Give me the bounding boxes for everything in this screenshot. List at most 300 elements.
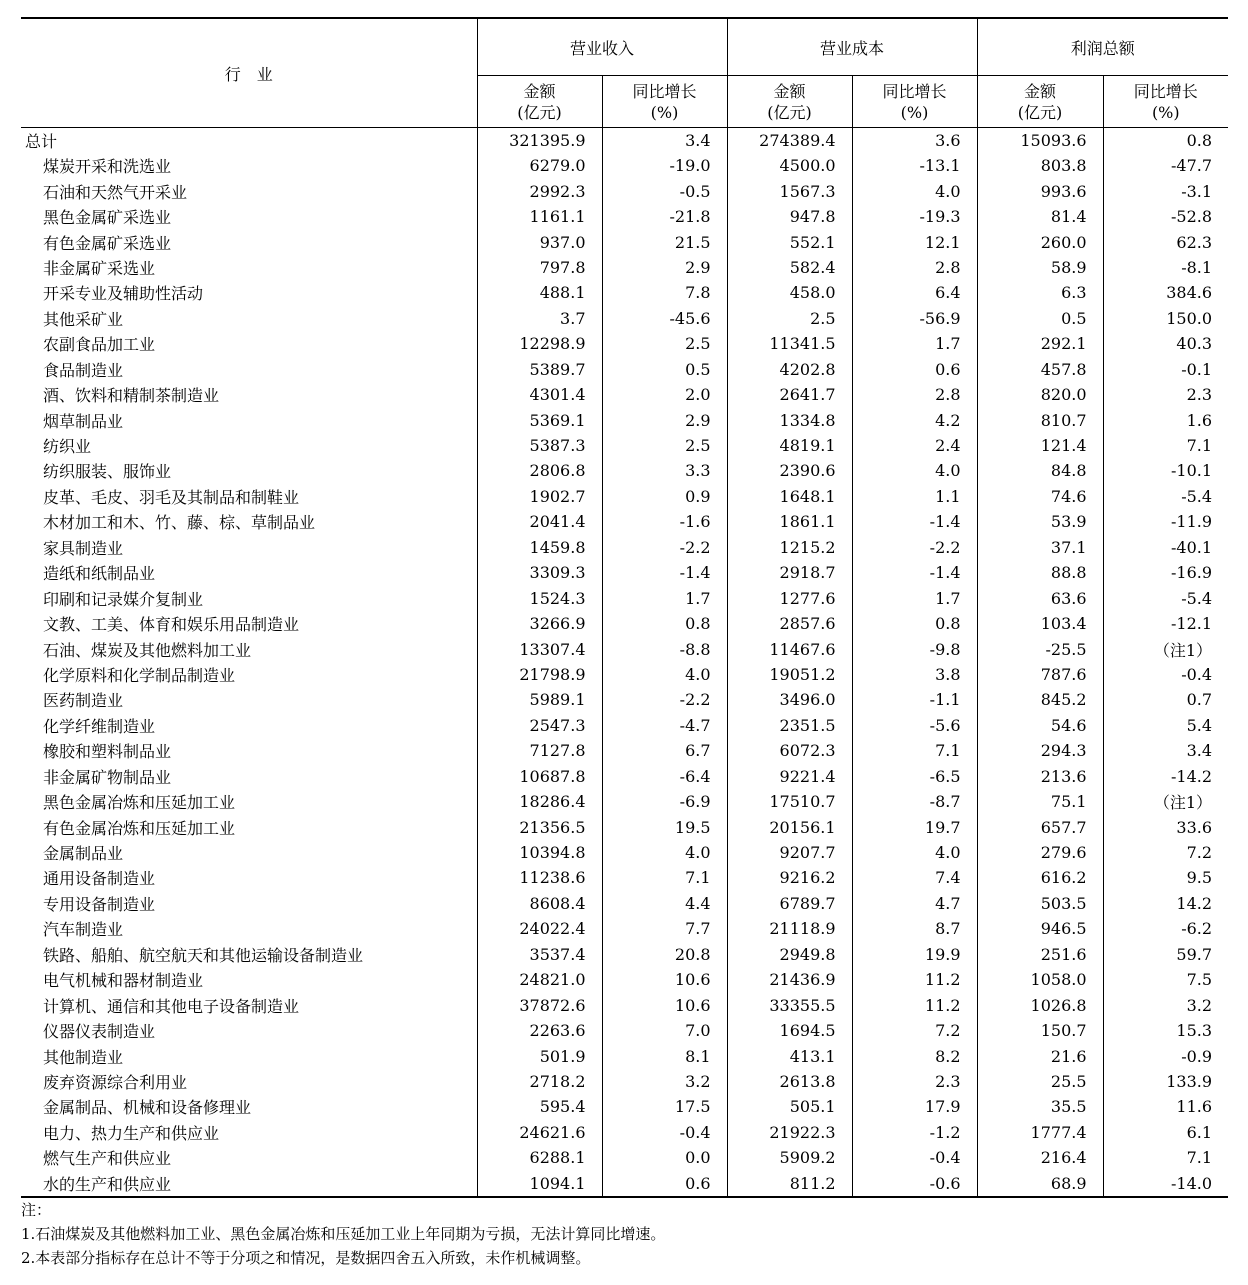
industry-name-cell: 仪器仪表制造业: [43, 1022, 156, 1042]
revenue-amount-cell: 2806.8: [477, 458, 602, 483]
profit-growth-cell: -10.1: [1103, 458, 1228, 483]
revenue-growth-cell: 8.1: [602, 1043, 727, 1068]
profit-amount-cell: 993.6: [977, 178, 1103, 203]
revenue-growth-cell: 17.5: [602, 1094, 727, 1119]
industry-name-cell: 家具制造业: [43, 538, 124, 558]
profit-growth-cell: 15.3: [1103, 1018, 1228, 1043]
industry-name-cell: 计算机、通信和其他电子设备制造业: [43, 996, 300, 1016]
cost-growth-cell: 3.8: [852, 662, 977, 687]
cost-growth-cell: -13.1: [852, 153, 977, 178]
cost-growth-cell: -1.2: [852, 1120, 977, 1145]
cost-amount-cell: 1694.5: [727, 1018, 852, 1043]
cost-amount-cell: 811.2: [727, 1171, 852, 1197]
table-row: [21, 585, 1228, 610]
industry-name-cell: 有色金属冶炼和压延加工业: [43, 818, 236, 838]
table-row: [21, 967, 1228, 992]
cost-amount-cell: 33355.5: [727, 992, 852, 1017]
profit-amount-cell: 946.5: [977, 916, 1103, 941]
profit-growth-cell: （注1）: [1103, 636, 1228, 661]
table-row: [21, 204, 1228, 229]
revenue-amount-cell: 24821.0: [477, 967, 602, 992]
revenue-growth-cell: 20.8: [602, 942, 727, 967]
revenue-growth-cell: 7.1: [602, 865, 727, 890]
revenue-growth-cell: 0.9: [602, 484, 727, 509]
industry-name-cell: 汽车制造业: [43, 920, 124, 940]
table-row: [21, 1094, 1228, 1119]
revenue-growth-cell: 10.6: [602, 967, 727, 992]
revenue-amount-cell: 2263.6: [477, 1018, 602, 1043]
cost-amount-cell: 4500.0: [727, 153, 852, 178]
revenue-amount-cell: 11238.6: [477, 865, 602, 890]
revenue-growth-cell: -8.8: [602, 636, 727, 661]
cost-amount-cell: 552.1: [727, 229, 852, 254]
industry-name-cell: 通用设备制造业: [43, 869, 156, 889]
cost-growth-cell: 0.6: [852, 357, 977, 382]
cost-amount-cell: 19051.2: [727, 662, 852, 687]
cost-amount-cell: 21118.9: [727, 916, 852, 941]
cost-growth-cell: -8.7: [852, 789, 977, 814]
revenue-amount-cell: 501.9: [477, 1043, 602, 1068]
cost-growth-cell: -19.3: [852, 204, 977, 229]
table-row: [21, 280, 1228, 305]
profit-amount-cell: 54.6: [977, 713, 1103, 738]
cost-amount-cell: 458.0: [727, 280, 852, 305]
total-row: [21, 128, 1228, 154]
revenue-amount-cell: 24621.6: [477, 1120, 602, 1145]
cost-group-header: 营业成本: [727, 18, 977, 76]
industry-name-cell: 铁路、船舶、航空航天和其他运输设备制造业: [43, 945, 364, 965]
cost-amount-cell: 274389.4: [727, 128, 852, 154]
table-body: [21, 128, 1228, 1197]
industry-name-cell: 皮革、毛皮、羽毛及其制品和制鞋业: [43, 487, 300, 507]
industry-name-cell: 橡胶和塑料制品业: [43, 742, 172, 762]
profit-growth-cell: 1.6: [1103, 407, 1228, 432]
revenue-growth-cell: -0.4: [602, 1120, 727, 1145]
cost-growth-cell: 7.4: [852, 865, 977, 890]
revenue-amount-cell: 595.4: [477, 1094, 602, 1119]
table-row: [21, 611, 1228, 636]
table-row: [21, 865, 1228, 890]
profit-amount-cell: 81.4: [977, 204, 1103, 229]
industry-name-cell: 其他采矿业: [43, 309, 124, 329]
revenue-amount-cell: 37872.6: [477, 992, 602, 1017]
profit-growth-cell: （注1）: [1103, 789, 1228, 814]
revenue-amount-header: 金额 (亿元): [477, 76, 602, 128]
revenue-growth-cell: 2.5: [602, 433, 727, 458]
table-row: [21, 484, 1228, 509]
profit-amount-cell: 37.1: [977, 535, 1103, 560]
cost-growth-cell: 4.7: [852, 891, 977, 916]
revenue-amount-cell: 5989.1: [477, 687, 602, 712]
profit-growth-cell: 3.4: [1103, 738, 1228, 763]
industry-name-cell: 文教、工美、体育和娱乐用品制造业: [43, 615, 300, 635]
revenue-growth-cell: 19.5: [602, 814, 727, 839]
revenue-growth-cell: 0.5: [602, 357, 727, 382]
table-row: [21, 891, 1228, 916]
cost-amount-cell: 1277.6: [727, 585, 852, 610]
cost-amount-cell: 4819.1: [727, 433, 852, 458]
cost-growth-cell: 1.7: [852, 585, 977, 610]
table-row: [21, 1171, 1228, 1197]
revenue-amount-cell: 1459.8: [477, 535, 602, 560]
industry-name-cell: 黑色金属矿采选业: [43, 208, 172, 228]
profit-amount-cell: 803.8: [977, 153, 1103, 178]
profit-amount-cell: 121.4: [977, 433, 1103, 458]
cost-growth-cell: 8.7: [852, 916, 977, 941]
revenue-amount-cell: 7127.8: [477, 738, 602, 763]
revenue-amount-cell: 3.7: [477, 306, 602, 331]
industry-name-cell: 造纸和纸制品业: [43, 564, 156, 584]
profit-amount-cell: 820.0: [977, 382, 1103, 407]
profit-amount-header: 金额 (亿元): [977, 76, 1103, 128]
profit-growth-cell: 133.9: [1103, 1069, 1228, 1094]
table-row: [21, 814, 1228, 839]
profit-growth-cell: -6.2: [1103, 916, 1228, 941]
cost-amount-cell: 9216.2: [727, 865, 852, 890]
revenue-amount-cell: 13307.4: [477, 636, 602, 661]
industry-name-cell: 煤炭开采和洗选业: [43, 157, 172, 177]
cost-amount-cell: 6789.7: [727, 891, 852, 916]
cost-amount-cell: 20156.1: [727, 814, 852, 839]
table-row: [21, 636, 1228, 661]
cost-growth-cell: 4.0: [852, 840, 977, 865]
industry-name-cell: 石油和天然气开采业: [43, 182, 188, 202]
revenue-amount-cell: 12298.9: [477, 331, 602, 356]
revenue-growth-cell: -21.8: [602, 204, 727, 229]
industry-name-cell: 农副食品加工业: [43, 335, 156, 355]
profit-amount-cell: 294.3: [977, 738, 1103, 763]
industry-financial-table: [21, 17, 1228, 1198]
revenue-amount-cell: 4301.4: [477, 382, 602, 407]
profit-growth-cell: -5.4: [1103, 585, 1228, 610]
profit-amount-cell: 213.6: [977, 764, 1103, 789]
table-row: [21, 306, 1228, 331]
table-row: [21, 407, 1228, 432]
profit-growth-cell: -52.8: [1103, 204, 1228, 229]
revenue-growth-cell: 4.0: [602, 840, 727, 865]
profit-amount-cell: 251.6: [977, 942, 1103, 967]
table-row: [21, 738, 1228, 763]
revenue-amount-cell: 10394.8: [477, 840, 602, 865]
revenue-amount-cell: 10687.8: [477, 764, 602, 789]
note-1: 1.石油煤炭及其他燃料加工业、黑色金属冶炼和压延加工业上年同期为亏损，无法计算同比增速。: [21, 1225, 666, 1243]
cost-amount-cell: 947.8: [727, 204, 852, 229]
revenue-amount-cell: 3266.9: [477, 611, 602, 636]
cost-amount-cell: 17510.7: [727, 789, 852, 814]
profit-amount-cell: 787.6: [977, 662, 1103, 687]
profit-amount-cell: 103.4: [977, 611, 1103, 636]
profit-growth-cell: 0.8: [1103, 128, 1228, 154]
profit-amount-cell: 6.3: [977, 280, 1103, 305]
table-row: [21, 1043, 1228, 1068]
profit-growth-cell: -14.2: [1103, 764, 1228, 789]
industry-name-cell: 化学纤维制造业: [43, 716, 156, 736]
industry-column-header: 行 业: [21, 18, 477, 128]
profit-growth-cell: 11.6: [1103, 1094, 1228, 1119]
table-row: [21, 153, 1228, 178]
cost-growth-cell: -1.1: [852, 687, 977, 712]
table-row: [21, 1120, 1228, 1145]
revenue-amount-cell: 797.8: [477, 255, 602, 280]
profit-amount-cell: 15093.6: [977, 128, 1103, 154]
revenue-growth-cell: 2.5: [602, 331, 727, 356]
cost-amount-cell: 2613.8: [727, 1069, 852, 1094]
revenue-growth-cell: -1.4: [602, 560, 727, 585]
revenue-growth-cell: 4.4: [602, 891, 727, 916]
industry-name-cell: 总计: [25, 132, 58, 151]
profit-growth-cell: 7.1: [1103, 1145, 1228, 1170]
cost-growth-cell: 11.2: [852, 992, 977, 1017]
profit-growth-cell: 150.0: [1103, 306, 1228, 331]
table-row: [21, 916, 1228, 941]
cost-amount-cell: 1567.3: [727, 178, 852, 203]
profit-amount-cell: 21.6: [977, 1043, 1103, 1068]
cost-amount-cell: 582.4: [727, 255, 852, 280]
profit-growth-cell: -16.9: [1103, 560, 1228, 585]
cost-amount-cell: 505.1: [727, 1094, 852, 1119]
cost-amount-cell: 2390.6: [727, 458, 852, 483]
cost-growth-cell: -56.9: [852, 306, 977, 331]
revenue-amount-cell: 21798.9: [477, 662, 602, 687]
industry-name-cell: 有色金属矿采选业: [43, 233, 172, 253]
cost-growth-cell: -0.4: [852, 1145, 977, 1170]
profit-growth-cell: 0.7: [1103, 687, 1228, 712]
revenue-amount-cell: 2992.3: [477, 178, 602, 203]
profit-amount-cell: 75.1: [977, 789, 1103, 814]
industry-name-cell: 电力、热力生产和供应业: [43, 1123, 220, 1143]
profit-amount-cell: 279.6: [977, 840, 1103, 865]
profit-growth-cell: -0.9: [1103, 1043, 1228, 1068]
revenue-amount-cell: 2718.2: [477, 1069, 602, 1094]
profit-growth-cell: -12.1: [1103, 611, 1228, 636]
header-row-groups: [21, 18, 1228, 76]
revenue-growth-cell: 21.5: [602, 229, 727, 254]
revenue-amount-cell: 3309.3: [477, 560, 602, 585]
profit-amount-cell: 25.5: [977, 1069, 1103, 1094]
industry-name-cell: 开采专业及辅助性活动: [43, 284, 204, 304]
cost-growth-cell: -6.5: [852, 764, 977, 789]
cost-growth-cell: 2.8: [852, 255, 977, 280]
cost-amount-cell: 11341.5: [727, 331, 852, 356]
industry-name-cell: 酒、饮料和精制茶制造业: [43, 386, 220, 406]
cost-growth-cell: 2.8: [852, 382, 977, 407]
profit-amount-cell: 845.2: [977, 687, 1103, 712]
revenue-amount-cell: 5387.3: [477, 433, 602, 458]
revenue-growth-cell: 3.2: [602, 1069, 727, 1094]
industry-name-cell: 纺织服装、服饰业: [43, 462, 172, 482]
cost-amount-cell: 21436.9: [727, 967, 852, 992]
cost-growth-cell: -5.6: [852, 713, 977, 738]
table-row: [21, 178, 1228, 203]
industry-name-cell: 印刷和记录媒介复制业: [43, 589, 204, 609]
revenue-amount-cell: 1161.1: [477, 204, 602, 229]
revenue-growth-cell: -4.7: [602, 713, 727, 738]
profit-growth-cell: 7.1: [1103, 433, 1228, 458]
profit-growth-cell: 14.2: [1103, 891, 1228, 916]
revenue-amount-cell: 2041.4: [477, 509, 602, 534]
profit-growth-cell: 6.1: [1103, 1120, 1228, 1145]
table-row: [21, 662, 1228, 687]
cost-growth-cell: 1.1: [852, 484, 977, 509]
cost-amount-cell: 11467.6: [727, 636, 852, 661]
industry-name-cell: 医药制造业: [43, 691, 124, 711]
industry-name-cell: 烟草制品业: [43, 411, 124, 431]
revenue-group-header: 营业收入: [477, 18, 727, 76]
profit-amount-cell: 657.7: [977, 814, 1103, 839]
revenue-growth-cell: 2.9: [602, 255, 727, 280]
cost-growth-cell: -2.2: [852, 535, 977, 560]
table-row: [21, 535, 1228, 560]
profit-growth-cell: 59.7: [1103, 942, 1228, 967]
cost-amount-cell: 5909.2: [727, 1145, 852, 1170]
cost-amount-cell: 1648.1: [727, 484, 852, 509]
revenue-amount-cell: 2547.3: [477, 713, 602, 738]
industry-name-cell: 金属制品业: [43, 844, 124, 864]
table-row: [21, 992, 1228, 1017]
revenue-amount-cell: 321395.9: [477, 128, 602, 154]
revenue-growth-cell: -1.6: [602, 509, 727, 534]
industry-name-cell: 石油、煤炭及其他燃料加工业: [43, 640, 252, 660]
table-row: [21, 331, 1228, 356]
cost-amount-cell: 413.1: [727, 1043, 852, 1068]
cost-amount-cell: 1215.2: [727, 535, 852, 560]
cost-amount-cell: 2857.6: [727, 611, 852, 636]
cost-amount-cell: 4202.8: [727, 357, 852, 382]
cost-growth-cell: 7.2: [852, 1018, 977, 1043]
profit-amount-cell: 63.6: [977, 585, 1103, 610]
table-row: [21, 687, 1228, 712]
profit-amount-cell: -25.5: [977, 636, 1103, 661]
revenue-amount-cell: 1524.3: [477, 585, 602, 610]
profit-amount-cell: 150.7: [977, 1018, 1103, 1043]
note-2: 2.本表部分指标存在总计不等于分项之和情况，是数据四舍五入所致，未作机械调整。: [21, 1249, 591, 1267]
profit-amount-cell: 53.9: [977, 509, 1103, 534]
revenue-growth-cell: 10.6: [602, 992, 727, 1017]
industry-name-cell: 化学原料和化学制品制造业: [43, 665, 236, 685]
revenue-growth-cell: 0.6: [602, 1171, 727, 1197]
table-row: [21, 1018, 1228, 1043]
cost-amount-cell: 1861.1: [727, 509, 852, 534]
cost-growth-cell: 4.2: [852, 407, 977, 432]
table-row: [21, 942, 1228, 967]
profit-growth-cell: -14.0: [1103, 1171, 1228, 1197]
profit-growth-cell: 40.3: [1103, 331, 1228, 356]
revenue-amount-cell: 3537.4: [477, 942, 602, 967]
revenue-growth-cell: 3.3: [602, 458, 727, 483]
revenue-growth-header: 同比增长 (%): [602, 76, 727, 128]
profit-growth-cell: 9.5: [1103, 865, 1228, 890]
profit-growth-cell: 384.6: [1103, 280, 1228, 305]
cost-growth-cell: 1.7: [852, 331, 977, 356]
profit-amount-cell: 35.5: [977, 1094, 1103, 1119]
revenue-amount-cell: 6288.1: [477, 1145, 602, 1170]
profit-amount-cell: 810.7: [977, 407, 1103, 432]
revenue-growth-cell: 0.0: [602, 1145, 727, 1170]
table-row: [21, 1069, 1228, 1094]
profit-growth-cell: -3.1: [1103, 178, 1228, 203]
revenue-amount-cell: 6279.0: [477, 153, 602, 178]
cost-growth-cell: 4.0: [852, 178, 977, 203]
cost-amount-cell: 21922.3: [727, 1120, 852, 1145]
revenue-growth-cell: 1.7: [602, 585, 727, 610]
revenue-amount-cell: 488.1: [477, 280, 602, 305]
table-row: [21, 1145, 1228, 1170]
cost-amount-cell: 9207.7: [727, 840, 852, 865]
profit-amount-cell: 616.2: [977, 865, 1103, 890]
cost-growth-cell: 11.2: [852, 967, 977, 992]
industry-name-cell: 水的生产和供应业: [21, 1171, 477, 1197]
profit-growth-cell: 3.2: [1103, 992, 1228, 1017]
revenue-amount-cell: 24022.4: [477, 916, 602, 941]
revenue-amount-cell: 1902.7: [477, 484, 602, 509]
profit-growth-cell: -40.1: [1103, 535, 1228, 560]
cost-amount-cell: 3496.0: [727, 687, 852, 712]
cost-growth-header: 同比增长 (%): [852, 76, 977, 128]
profit-growth-cell: 7.5: [1103, 967, 1228, 992]
revenue-growth-cell: -2.2: [602, 687, 727, 712]
profit-amount-cell: 1777.4: [977, 1120, 1103, 1145]
cost-growth-cell: 19.7: [852, 814, 977, 839]
industry-name-cell: 非金属矿采选业: [43, 258, 156, 278]
profit-growth-header: 同比增长 (%): [1103, 76, 1228, 128]
revenue-growth-cell: 3.4: [602, 128, 727, 154]
table-row: [21, 433, 1228, 458]
revenue-amount-cell: 18286.4: [477, 789, 602, 814]
profit-growth-cell: -11.9: [1103, 509, 1228, 534]
table-row: [21, 229, 1228, 254]
cost-growth-cell: -1.4: [852, 560, 977, 585]
revenue-growth-cell: -0.5: [602, 178, 727, 203]
profit-amount-cell: 88.8: [977, 560, 1103, 585]
cost-amount-cell: 2949.8: [727, 942, 852, 967]
table-notes: [21, 1198, 665, 1270]
revenue-amount-cell: 5369.1: [477, 407, 602, 432]
profit-amount-cell: 58.9: [977, 255, 1103, 280]
industry-name-cell: 其他制造业: [43, 1047, 124, 1067]
revenue-amount-cell: 8608.4: [477, 891, 602, 916]
revenue-growth-cell: -45.6: [602, 306, 727, 331]
industry-name-cell: 电气机械和器材制造业: [43, 971, 204, 991]
profit-growth-cell: -47.7: [1103, 153, 1228, 178]
notes-label: 注：: [21, 1201, 52, 1219]
table-row: [21, 560, 1228, 585]
revenue-growth-cell: 6.7: [602, 738, 727, 763]
profit-amount-cell: 74.6: [977, 484, 1103, 509]
profit-growth-cell: 7.2: [1103, 840, 1228, 865]
cost-growth-cell: 7.1: [852, 738, 977, 763]
cost-amount-cell: 2351.5: [727, 713, 852, 738]
revenue-amount-cell: 1094.1: [477, 1171, 602, 1197]
cost-growth-cell: 12.1: [852, 229, 977, 254]
revenue-amount-cell: 5389.7: [477, 357, 602, 382]
table-row: [21, 789, 1228, 814]
table-row: [21, 382, 1228, 407]
profit-growth-cell: 33.6: [1103, 814, 1228, 839]
profit-growth-cell: -8.1: [1103, 255, 1228, 280]
industry-name-cell: 燃气生产和供应业: [43, 1149, 172, 1169]
revenue-growth-cell: -19.0: [602, 153, 727, 178]
revenue-amount-cell: 937.0: [477, 229, 602, 254]
revenue-growth-cell: 7.8: [602, 280, 727, 305]
revenue-amount-cell: 21356.5: [477, 814, 602, 839]
revenue-growth-cell: -6.9: [602, 789, 727, 814]
profit-growth-cell: -5.4: [1103, 484, 1228, 509]
table-row: [21, 509, 1228, 534]
profit-amount-cell: 260.0: [977, 229, 1103, 254]
table-row: [21, 255, 1228, 280]
cost-growth-cell: -9.8: [852, 636, 977, 661]
cost-amount-header: 金额 (亿元): [727, 76, 852, 128]
